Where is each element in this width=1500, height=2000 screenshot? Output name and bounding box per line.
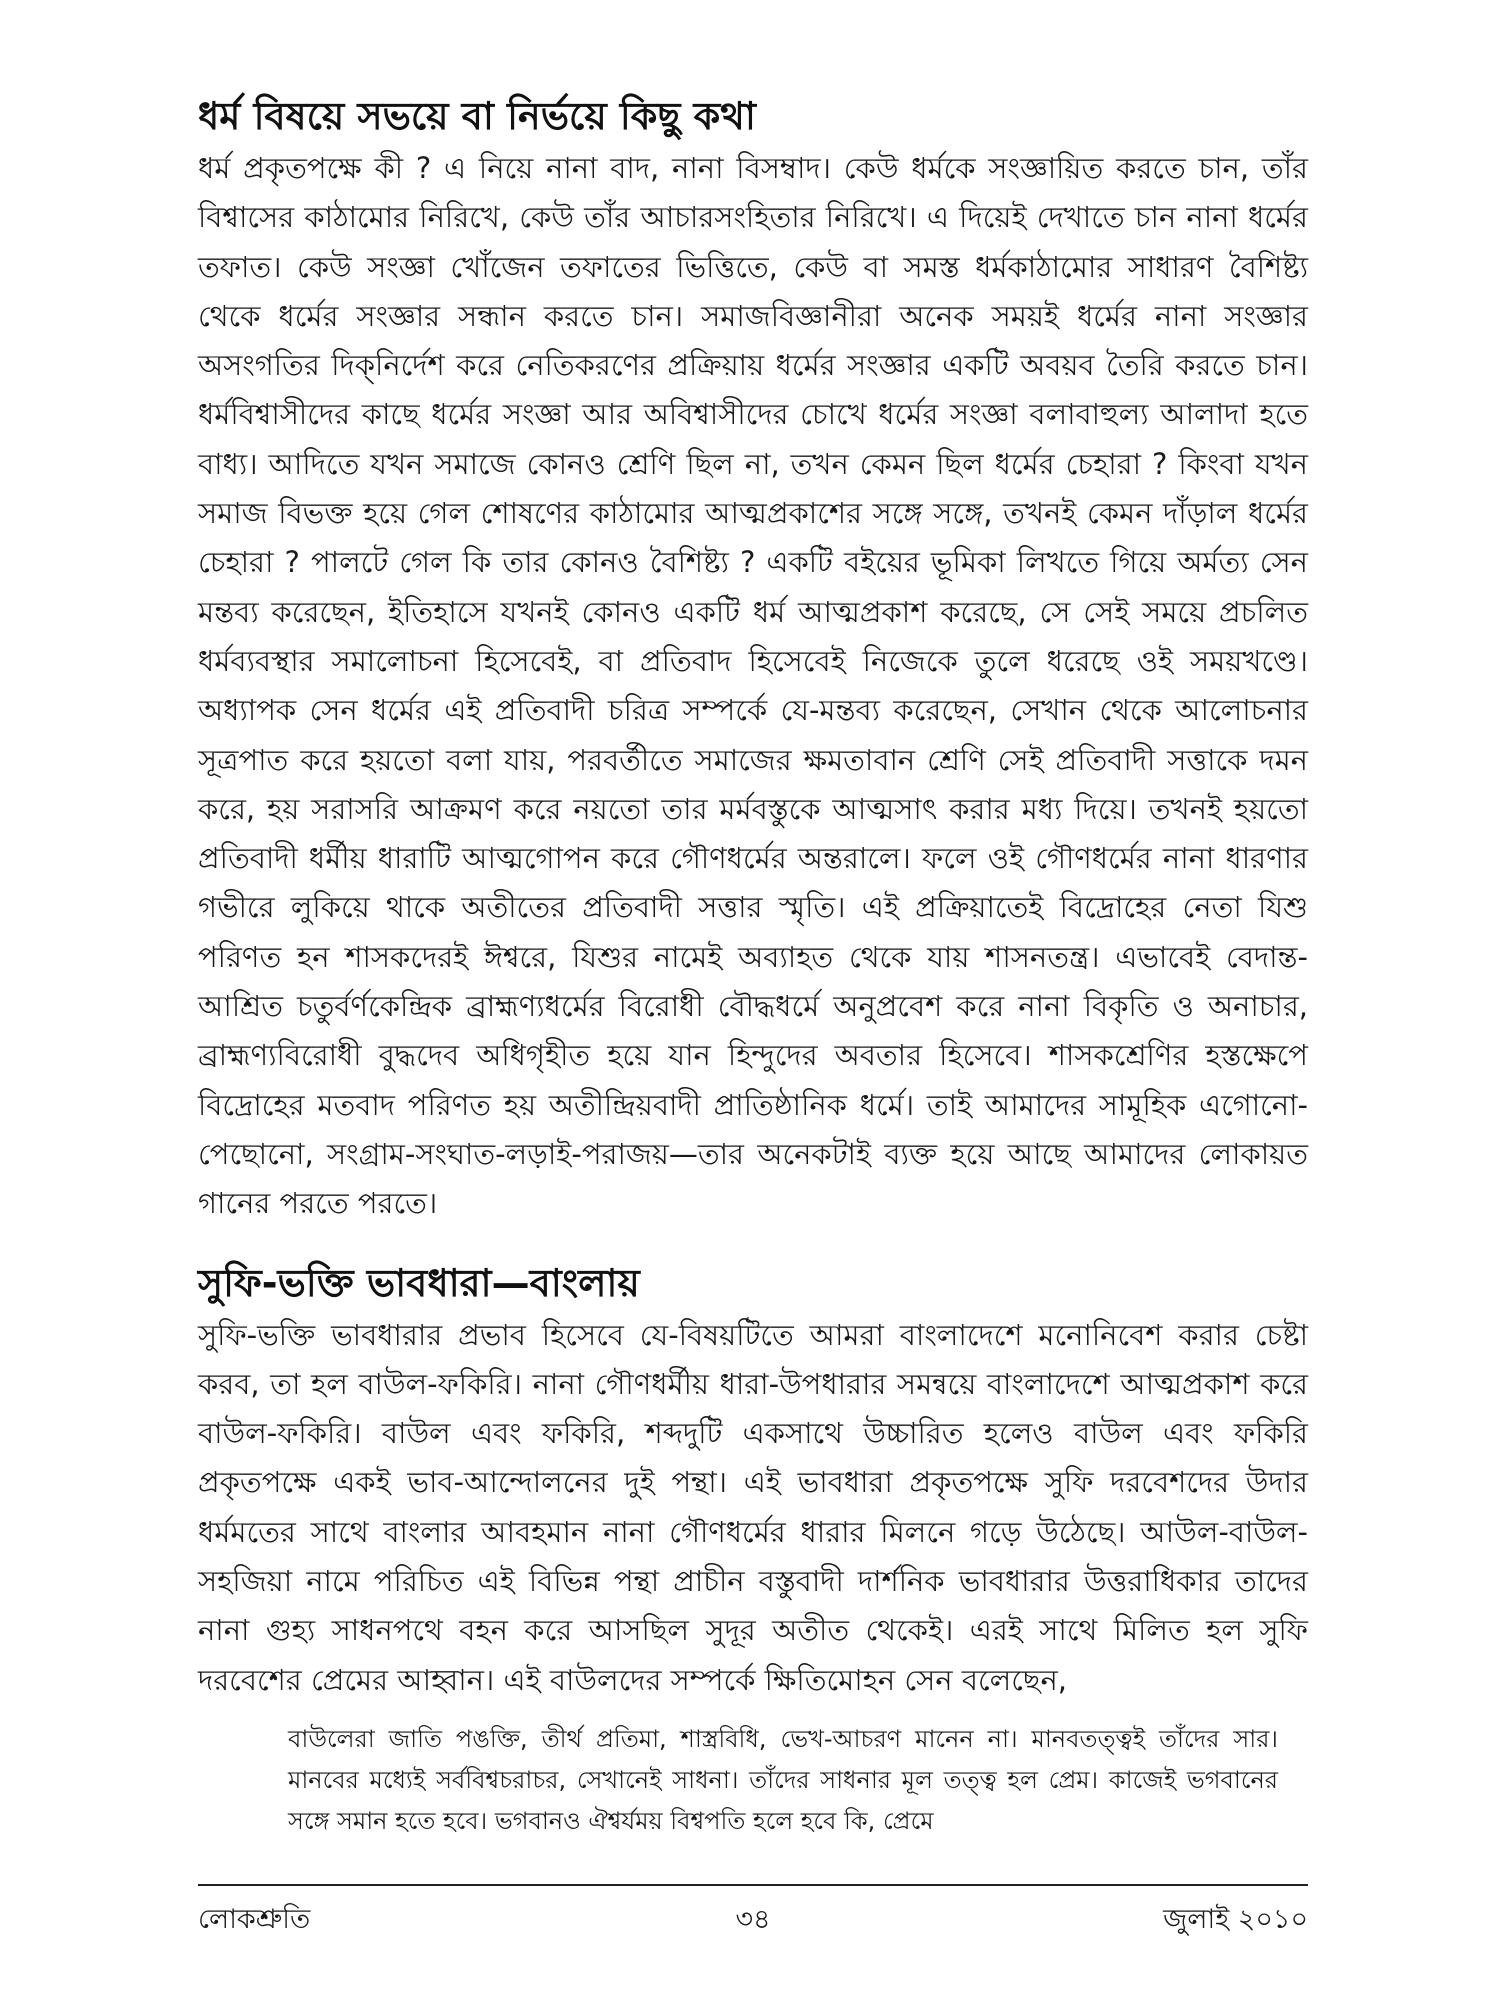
section-spacer: [198, 1229, 1308, 1259]
journal-name: লোকশ্রুতি: [198, 1904, 311, 1935]
document-page: [198, 92, 1308, 1952]
block-quote: বাউলেরা জাতি পঙক্তি, তীর্থ প্রতিমা, শাস্ত্রবিধি, ভেখ-আচরণ মানেন না। মানবতত্ত্বই তাঁদের সার। মানবের মধ্যেই সর্ববিশ্বচরাচর, সেখানেই সাধনা। তাঁদের সাধনার মূল তত্ত্ব হল প্রেম। কাজেই ভগবানের সঙ্গে সমান হতে হবে। ভগবানও ঐশ্বর্যময় বিশ্বপতি হলে হবে কি, প্রেমে: [288, 1724, 1278, 1835]
footer-divider: [198, 1884, 1308, 1886]
paragraph-sufi-bhakti: সুফি-ভক্তি ভাবধারার প্রভাব হিসেবে যে-বিষয়টিতে আমরা বাংলাদেশে মনোনিবেশ করার চেষ্টা করব, তা হল বাউল-ফকিরি। নানা গৌণধর্মীয় ধারা-উপধারার সমন্বয়ে বাংলাদেশে আত্মপ্রকাশ করে বাউল-ফকিরি। বাউল এবং ফকিরি, শব্দদুটি একসাথে উচ্চারিত হলেও বাউল এবং ফকিরি প্রকৃতপক্ষে একই ভাব-আন্দোলনের দুই পন্থা। এই ভাবধারা প্রকৃতপক্ষে সুফি দরবেশদের উদার ধর্মমতের সাথে বাংলার আবহমান নানা গৌণধর্মের ধারার মিলনে গড়ে উঠেছে। আউল-বাউল-সহজিয়া নামে পরিচিত এই বিভিন্ন পন্থা প্রাচীন বস্তুবাদী দার্শনিক ভাবধারার উত্তরাধিকার তাদের নানা গুহ্য সাধনপথে বহন করে আসছিল সুদূর অতীত থেকেই। এরই সাথে মিলিত হল সুফি দরবেশের প্রেমের আহ্বান। এই বাউলদের সম্পর্কে ক্ষিতিমোহন সেন বলেছেন,: [198, 1317, 1308, 1697]
section-heading-religion: ধর্ম বিষয়ে সভয়ে বা নির্ভয়ে কিছু কথা: [198, 94, 756, 138]
page-number: ৩৪: [735, 1904, 771, 1935]
paragraph-religion: ধর্ম প্রকৃতপক্ষে কী ? এ নিয়ে নানা বাদ, নানা বিসম্বাদ। কেউ ধর্মকে সংজ্ঞায়িত করতে চান, তাঁর বিশ্বাসের কাঠামোর নিরিখে, কেউ তাঁর আচারসংহিতার নিরিখে। এ দিয়েই দেখাতে চান নানা ধর্মের তফাত। কেউ সংজ্ঞা খোঁজেন তফাতের ভিত্তিতে, কেউ বা সমস্ত ধর্মকাঠামোর সাধারণ বৈশিষ্ট্য থেকে ধর্মের সংজ্ঞার সন্ধান করতে চান। সমাজবিজ্ঞানীরা অনেক সময়ই ধর্মের নানা সংজ্ঞার অসংগতির দিক্‌নির্দেশ করে নেতিকরণের প্রক্রিয়ায় ধর্মের সংজ্ঞার একটি অবয়ব তৈরি করতে চান। ধর্মবিশ্বাসীদের কাছে ধর্মের সংজ্ঞা আর অবিশ্বাসীদের চোখে ধর্মের সংজ্ঞা বলাবাহুল্য আলাদা হতে বাধ্য। আদিতে যখন সমাজে কোনও শ্রেণি ছিল না, তখন কেমন ছিল ধর্মের চেহারা ? কিংবা যখন সমাজ বিভক্ত হয়ে গেল শোষণের কাঠামোর আত্মপ্রকাশের সঙ্গে সঙ্গে, তখনই কেমন দাঁড়াল ধর্মের চেহারা ? পালটে গেল কি তার কোনও বৈশিষ্ট্য ? একটি বইয়ের ভূমিকা লিখতে গিয়ে অর্মত্য সেন মন্তব্য করেছেন, ইতিহাসে যখনই কোনও একটি ধর্ম আত্মপ্রকাশ করেছে, সে সেই সময়ে প্রচলিত ধর্মব্যবস্থার সমালোচনা হিসেবেই, বা প্রতিবাদ হিসেবেই নিজেকে তুলে ধরেছে ওই সময়খণ্ডে। অধ্যাপক সেন ধর্মের এই প্রতিবাদী চরিত্র সম্পর্কে যে-মন্তব্য করেছেন, সেখান থেকে আলোচনার সূত্রপাত করে হয়তো বলা যায়, পরবর্তীতে সমাজের ক্ষমতাবান শ্রেণি সেই প্রতিবাদী সত্তাকে দমন করে, হয় সরাসরি আক্রমণ করে নয়তো তার মর্মবস্তুকে আত্মসাৎ করার মধ্য দিয়ে। তখনই হয়তো প্রতিবাদী ধর্মীয় ধারাটি আত্মগোপন করে গৌণধর্মের অন্তরালে। ফলে ওই গৌণধর্মের নানা ধারণার গভীরে লুকিয়ে থাকে অতীতের প্রতিবাদী সত্তার স্মৃতি। এই প্রক্রিয়াতেই বিদ্রোহের নেতা যিশু পরিণত হন শাসকদেরই ঈশ্বরে, যিশুর নামেই অব্যাহত থেকে যায় শাসনতন্ত্র। এভাবেই বেদান্ত-আশ্রিত চতুর্বর্ণকেন্দ্রিক ব্রাহ্মণ্যধর্মের বিরোধী বৌদ্ধধর্মে অনুপ্রবেশ করে নানা বিকৃতি ও অনাচার, ব্রাহ্মণ্যবিরোধী বুদ্ধদেব অধিগৃহীত হয়ে যান হিন্দুদের অবতার হিসেবে। শাসকশ্রেণির হস্তক্ষেপে বিদ্রোহের মতবাদ পরিণত হয় অতীন্দ্রিয়বাদী প্রাতিষ্ঠানিক ধর্মে। তাই আমাদের সামূহিক এগোনো-পেছোনো, সংগ্রাম-সংঘাত-লড়াই-পরাজয়—তার অনেকটাই ব্যক্ত হয়ে আছে আমাদের লোকায়ত গানের পরতে পরতে।: [198, 151, 1308, 1221]
issue-date: জুলাই ২০১০: [1163, 1904, 1308, 1935]
page-footer: [198, 1900, 1308, 1940]
section-heading-sufi-bhakti: সুফি-ভক্তি ভাবধারা—বাংলায়: [198, 1260, 640, 1305]
